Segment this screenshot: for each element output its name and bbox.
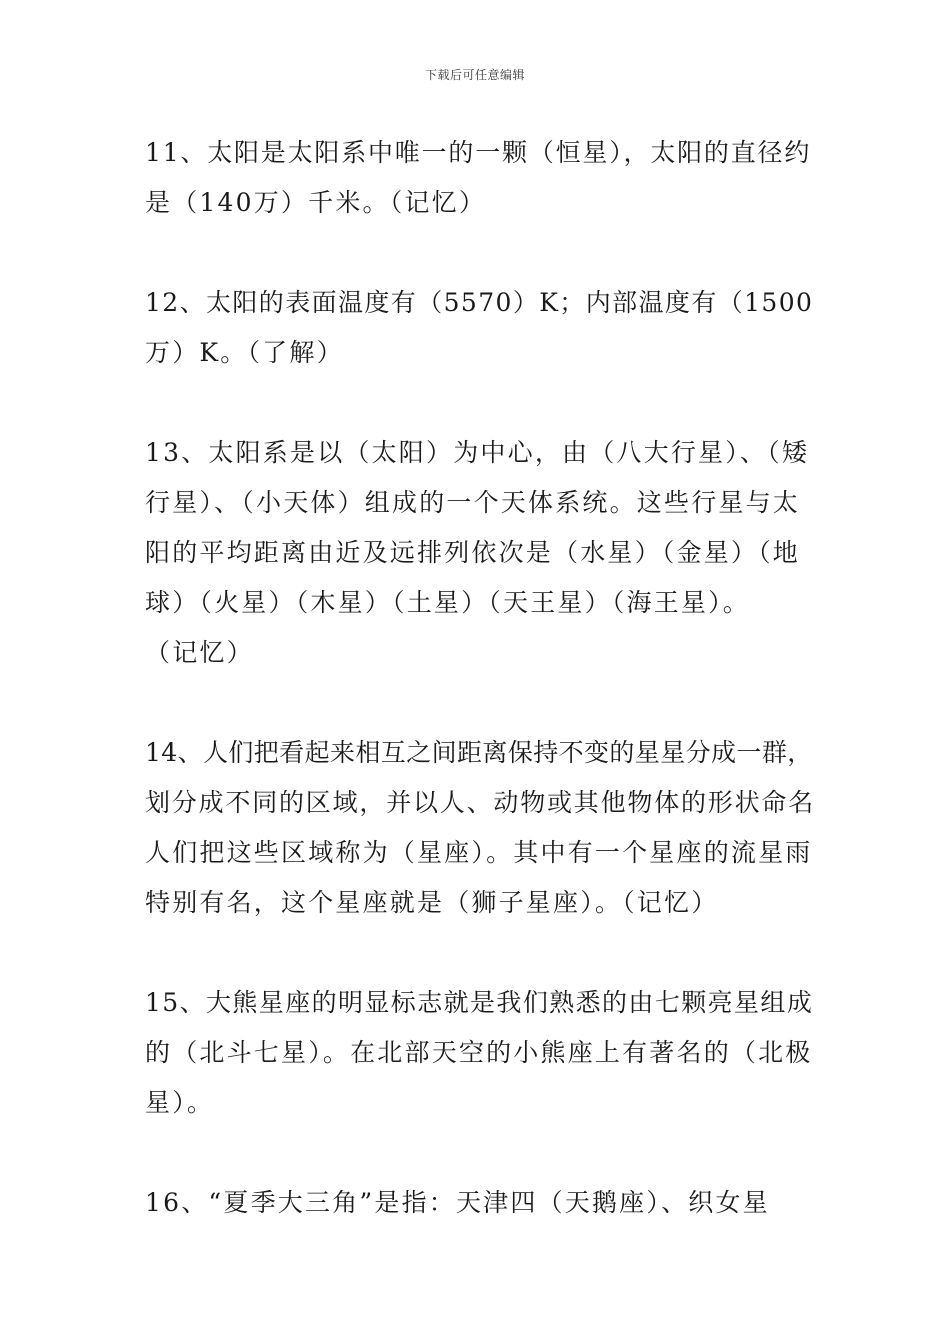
question-16: [145, 1178, 815, 1228]
text-line: 13、太阳系是以（太阳）为中心，由（八大行星）、（矮: [145, 438, 810, 467]
text-line: 特别有名，这个星座就是（狮子星座）。（记忆）: [145, 888, 719, 917]
text-line: 万）K。（了解）: [145, 338, 344, 367]
question-12: [145, 278, 815, 378]
question-11: [145, 128, 815, 228]
text-line: 11、太阳是太阳系中唯一的一颗（恒星），太阳的直径约: [145, 138, 812, 167]
text-line: 星）。: [145, 1088, 215, 1117]
question-13: [145, 428, 815, 678]
question-14: [145, 728, 815, 928]
text-line: 是（140万）千米。（记忆）: [145, 188, 487, 217]
text-line: 的（北斗七星）。在北部天空的小熊座上有著名的（北极: [145, 1038, 813, 1067]
text-line: 12、太阳的表面温度有（5570）K；内部温度有（1500: [145, 288, 814, 317]
page-header: 下载后可任意编辑: [424, 68, 525, 82]
text-line: 划分成不同的区域，并以人、动物或其他物体的形状命名: [145, 788, 816, 817]
text-line: 16、“夏季大三角”是指：天津四（天鹅座）、织女星: [145, 1188, 770, 1217]
document-body: [145, 128, 815, 1278]
question-15: [145, 978, 815, 1128]
text-line: （记忆）: [145, 638, 254, 667]
text-line: 人们把这些区域称为（星座）。其中有一个星座的流星雨: [145, 838, 813, 867]
text-line: 14、人们把看起来相互之间距离保持不变的星星分成一群，: [145, 738, 813, 767]
text-line: 行星）、（小天体）组成的一个天体系统。这些行星与太: [145, 488, 801, 517]
text-line: 球）（火星）（木星）（土星）（天王星）（海王星）。: [145, 588, 751, 617]
text-line: 15、大熊星座的明显标志就是我们熟悉的由七颗亮星组成: [145, 988, 814, 1017]
text-line: 阳的平均距离由近及远排列依次是（水星）（金星）（地: [145, 538, 801, 567]
